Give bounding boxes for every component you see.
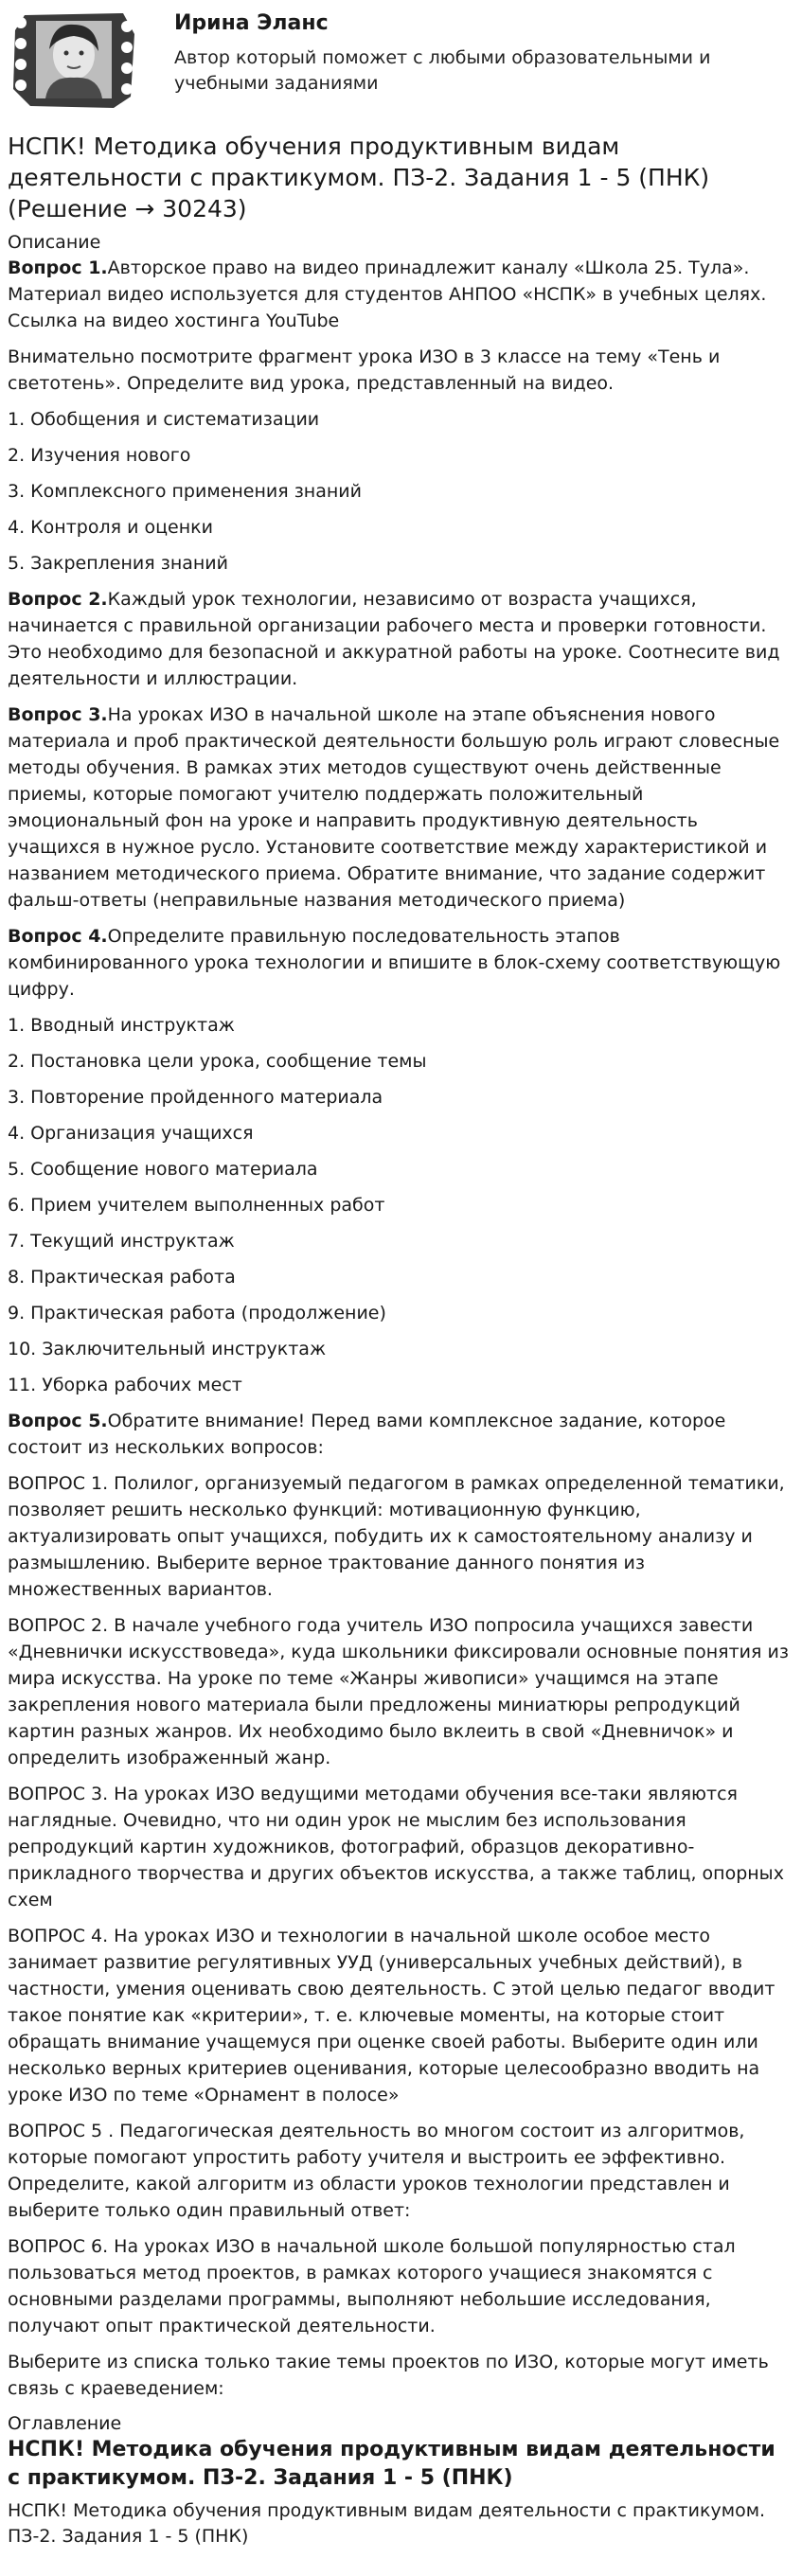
question-4 [8,923,794,1003]
subquestion-1: ВОПРОС 1. Полилог, организуемый педагогом в рамках определенной тематики, позволяет решить несколько функций: мотивационную функцию, актуализировать опыт учащихся, побудить их к самостоятельному анализу и размышлению. Выберите верное трактование данного понятия из множественных вариантов. [8,1473,785,1600]
author-name[interactable]: Ирина Эланс [174,11,329,35]
avatar[interactable] [8,6,140,112]
question-1-label: Вопрос 1. [8,258,108,278]
avatar-film-frame-icon [8,6,140,112]
option-item: 3. Комплексного применения знаний [8,481,362,502]
option-item: 8. Практическая работа [8,1267,236,1288]
option-item: 5. Закрепления знаний [8,553,229,574]
option-item: 9. Практическая работа (продолжение) [8,1303,386,1324]
question-1 [8,255,794,334]
question-5 [8,1408,794,1461]
question-2 [8,586,794,692]
author-description: Автор который поможет с любыми образовательными и учебными заданиями [174,47,711,94]
toc-title[interactable]: НСПК! Методика обучения продуктивным видам деятельности с практикумом. ПЗ-2. Задания 1 - 5 (ПНК) [8,2438,775,2490]
subquestion-3: ВОПРОС 3. На уроках ИЗО ведущими методами обучения все-таки являются наглядные. Очевидно, что ни один урок не мыслим без использования репродукций картин художников, фотографий, образцов декоративно-прикладного творчества и других объектов искусства, а также таблиц, опорных схем [8,1784,784,1910]
option-item: 1. Вводный инструктаж [8,1015,235,1036]
option-item: 2. Изучения нового [8,445,191,466]
question-1-instruction: Внимательно посмотрите фрагмент урока ИЗО в 3 классе на тему «Тень и светотень». Определите вид урока, представленный на видео. [8,346,721,394]
page-title: НСПК! Методика обучения продуктивным видам деятельности с практикумом. ПЗ-2. Задания 1 - 5 (ПНК) (Решение → 30243) [8,133,710,222]
question-5-text: Обратите внимание! Перед вами комплексное задание, которое состоит из нескольких вопросов: [8,1411,726,1458]
subquestion-5: ВОПРОС 5 . Педагогическая деятельность во многом состоит из алгоритмов, которые помогают упростить работу учителя и выстроить ее эффективно. Определите, какой алгоритм из области уроков технологии представлен и выберите только один правильный ответ: [8,2121,745,2221]
option-item: 3. Повторение пройденного материала [8,1087,383,1108]
question-3 [8,702,794,914]
subquestion-6: ВОПРОС 6. На уроках ИЗО в начальной школе большой популярностью стал пользоваться метод проектов, в рамках которого учащиеся знакомятся с основными разделами программы, выполняют небольшие исследования, получают опыт практической деятельности. [8,2236,736,2336]
option-item: 10. Заключительный инструктаж [8,1339,327,1359]
question-4-text: Определите правильную последовательность этапов комбинированного урока технологии и впишите в блок-схему соответствующую цифру. [8,926,781,1000]
question-3-label: Вопрос 3. [8,704,108,725]
author-info [174,6,794,97]
option-item: 5. Сообщение нового материала [8,1159,318,1180]
author-card [8,0,794,119]
subquestion-6-prompt: Выберите из списка только такие темы проектов по ИЗО, которые могут иметь связь с краеведением: [8,2352,769,2399]
toc-label: Оглавление [8,2413,122,2434]
description-label: Описание [8,232,101,253]
question-1-text: Авторское право на видео принадлежит каналу «Школа 25. Тула». Материал видео используется для студентов АНПОО «НСПК» в учебных целях. Ссылка на видео хостинга YouTube [8,258,767,331]
question-3-text: На уроках ИЗО в начальной школе на этапе объяснения нового материала и проб практической деятельности большую роль играют словесные методы обучения. В рамках этих методов существуют очень действенные приемы, которые помогают учителю поддержать положительный эмоциональный фон на уроке и направить продуктивную деятельность учащихся в нужное русло. Установите соответствие между характеристикой и названием методического приема. Обратите внимание, что задание содержит фальш-ответы (неправильные названия методического приема) [8,704,780,911]
question-5-label: Вопрос 5. [8,1411,108,1431]
option-item: 1. Обобщения и систематизации [8,409,320,430]
toc-subtitle[interactable]: НСПК! Методика обучения продуктивным видам деятельности с практикумом. ПЗ-2. Задания 1 - 5 (ПНК) [8,2500,766,2547]
subquestion-4: ВОПРОС 4. На уроках ИЗО и технологии в начальной школе особое место занимает развитие регулятивных УУД (универсальных учебных действий), в частности, умения оценивать свою деятельность. С этой целью педагог вводит такое понятие как «критерии», т. е. ключевые моменты, на которые стоит обращать внимание учащемуся при оценке своей работы. Выберите один или несколько верных критериев оценивания, которые целесообразно вводить на уроке ИЗО по теме «Орнамент в полосе» [8,1926,775,2105]
option-item: 4. Организация учащихся [8,1123,254,1144]
question-2-label: Вопрос 2. [8,589,108,610]
question-4-label: Вопрос 4. [8,926,108,947]
option-item: 4. Контроля и оценки [8,517,213,538]
option-item: 6. Прием учителем выполненных работ [8,1195,385,1216]
option-item: 7. Текущий инструктаж [8,1231,235,1252]
subquestion-2: ВОПРОС 2. В начале учебного года учитель ИЗО попросила учащихся завести «Дневнички искусствоведа», куда школьники фиксировали основные понятия из мира искусства. На уроке по теме «Жанры живописи» учащимся на этапе закрепления нового материала были предложены миниатюры репродукций картин разных жанров. Их необходимо было вклеить в свой «Дневничок» и определить изображенный жанр. [8,1615,789,1768]
option-item: 11. Уборка рабочих мест [8,1375,242,1395]
question-2-text: Каждый урок технологии, независимо от возраста учащихся, начинается с правильной организации рабочего места и проверки готовности. Это необходимо для безопасной и аккуратной работы на уроке. Соотнесите вид деятельности и иллюстрации. [8,589,780,689]
option-item: 2. Постановка цели урока, сообщение темы [8,1051,427,1072]
